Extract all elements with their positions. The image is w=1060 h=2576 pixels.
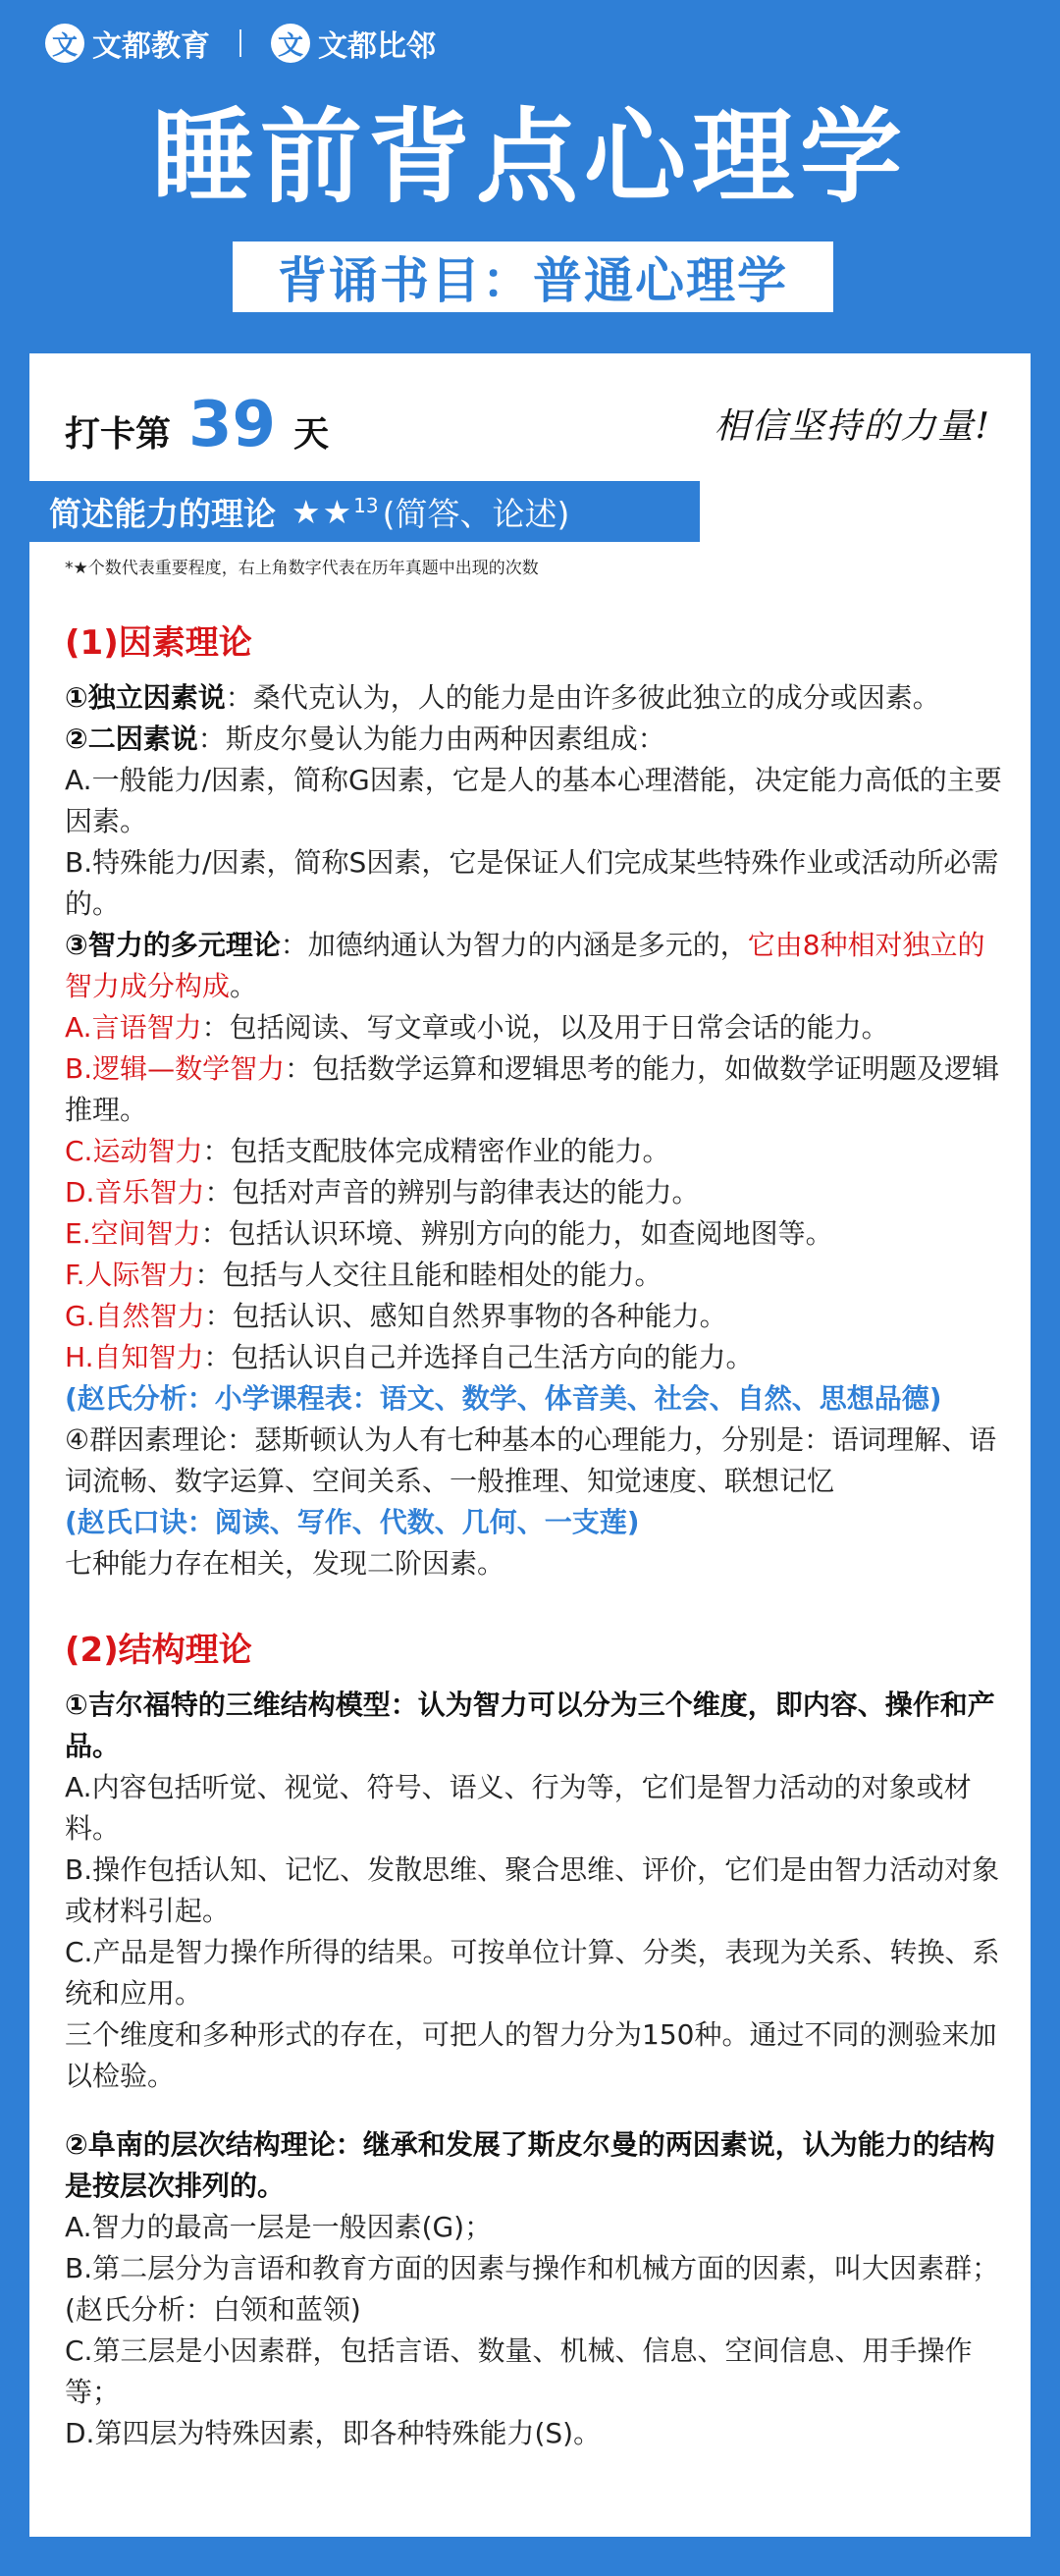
- list-item: [65, 1048, 1007, 1131]
- list-item: [65, 1255, 1007, 1296]
- line-special-ability: B.特殊能力/因素，简称S因素，它是保证人们完成某些特殊作业或活动所必需的。: [65, 846, 999, 920]
- section-title-structure: (2)结构理论: [65, 1631, 252, 1670]
- item-value: ：包括认识环境、辨别方向的能力，如查阅地图等。: [200, 1217, 833, 1250]
- bilin-logo-icon: 文: [271, 24, 310, 63]
- logo-divider: [239, 29, 241, 57]
- wendu-edu-logo: [45, 22, 210, 65]
- importance-stars: ★★: [292, 492, 354, 531]
- line-general-ability: A.一般能力/因素，简称G因素，它是人的基本心理潜能，决定能力高低的主要因素。: [65, 764, 1002, 837]
- line-two-factor: [65, 719, 1007, 760]
- analysis-note: (赵氏分析：小学课程表：语文、数学、体音美、社会、自然、思想品德): [65, 1382, 942, 1415]
- question-banner: [29, 481, 700, 542]
- line-vernon-heading: ②阜南的层次结构理论：继承和发展了斯皮尔曼的两因素说，认为能力的结构是按层次排列的。: [65, 2128, 995, 2202]
- line-guilford-heading: ①吉尔福特的三维结构模型：认为智力可以分为三个维度，即内容、操作和产品。: [65, 1689, 995, 1762]
- term: ②二因素说: [65, 723, 198, 755]
- desc: ：加德纳通认为智力的内涵是多元的，: [280, 929, 748, 961]
- item-key: D.音乐智力: [65, 1176, 205, 1208]
- highlight: 它由8种相对独立的智力成分构成: [65, 929, 985, 1002]
- spacer: [65, 2097, 1007, 2124]
- list-item: [65, 1337, 1007, 1378]
- checkin-suffix: 天: [293, 414, 330, 455]
- content-card: [29, 353, 1031, 2537]
- legend-note: *★个数代表重要程度，右上角数字代表在历年真题中出现的次数: [65, 559, 539, 578]
- logo1-text: 文都教育: [92, 29, 210, 64]
- item-value: ：包括对声音的辨别与韵律表达的能力。: [204, 1176, 700, 1208]
- list-item: 三个维度和多种形式的存在，可把人的智力分为150种。通过不同的测验来加以检验。: [65, 2018, 997, 2092]
- list-item: [65, 1296, 1007, 1337]
- list-item: C.第三层是小因素群，包括言语、数量、机械、信息、空间信息、用手操作等；: [65, 2334, 973, 2408]
- section-title-factor: (1)因素理论: [65, 623, 252, 663]
- mnemonic-note: (赵氏口诀：阅读、写作、代数、几何、一支莲): [65, 1506, 640, 1538]
- list-item: B.第二层分为言语和教育方面的因素与操作和机械方面的因素，叫大因素群；(赵氏分析：白领和蓝领): [65, 2252, 1000, 2326]
- line-second-order: 七种能力存在相关，发现二阶因素。: [65, 1547, 505, 1580]
- list-item: A.智力的最高一层是一般因素(G)；: [65, 2211, 493, 2243]
- checkin-counter: [65, 389, 329, 467]
- item-key: A.言语智力: [65, 1011, 202, 1044]
- slogan: 相信坚持的力量!: [714, 406, 991, 447]
- list-item: C.产品是智力操作所得的结果。可按单位计算、分类，表现为关系、转换、系统和应用。: [65, 1936, 1000, 2010]
- spacer: [65, 1584, 1007, 1624]
- page-title: 睡前背点心理学: [151, 97, 908, 217]
- item-key: E.空间智力: [65, 1217, 201, 1250]
- wendu-logo-icon: 文: [45, 24, 84, 63]
- item-key: C.运动智力: [65, 1135, 203, 1167]
- item-value: ：包括支配肢体完成精密作业的能力。: [202, 1135, 670, 1167]
- term: ③智力的多元理论: [65, 929, 281, 961]
- checkin-prefix: 打卡第: [65, 414, 172, 455]
- term: ①独立因素说: [65, 681, 226, 714]
- list-item: [65, 1007, 1007, 1048]
- list-item: [65, 1172, 1007, 1213]
- exam-count: 13: [353, 494, 379, 517]
- logo2-text: 文都比邻: [318, 29, 436, 64]
- main-content: [65, 617, 1007, 2454]
- line-independent-factor: [65, 677, 1007, 719]
- book-label: 背诵书目：普通心理学: [233, 242, 833, 312]
- desc: ：桑代克认为，人的能力是由许多彼此独立的成分或因素。: [225, 681, 940, 714]
- line-group-factor: ④群因素理论：瑟斯顿认为人有七种基本的心理能力，分别是：语词理解、语词流畅、数字运算、空间关系、一般推理、知觉速度、联想记忆: [65, 1423, 997, 1497]
- period: 。: [230, 970, 258, 1002]
- item-value: ：包括与人交往且能和睦相处的能力。: [194, 1259, 662, 1291]
- list-item: [65, 1213, 1007, 1255]
- list-item: B.操作包括认知、记忆、发散思维、聚合思维、评价，它们是由智力活动对象或材料引起。: [65, 1853, 1000, 1927]
- item-key: B.逻辑—数学智力: [65, 1052, 286, 1085]
- item-key: G.自然智力: [65, 1300, 205, 1332]
- desc: ：斯皮尔曼认为能力由两种因素组成：: [197, 723, 665, 755]
- item-value: ：包括认识、感知自然界事物的各种能力。: [204, 1300, 727, 1332]
- list-item: [65, 1131, 1007, 1172]
- item-key: F.人际智力: [65, 1259, 195, 1291]
- item-value: ：包括阅读、写文章或小说，以及用于日常会话的能力。: [201, 1011, 889, 1044]
- question-type: (简答、论述): [382, 494, 570, 533]
- brand-logos: [45, 20, 436, 67]
- question-title: 简述能力的理论: [49, 494, 276, 533]
- list-item: D.第四层为特殊因素，即各种特殊能力(S)。: [65, 2417, 602, 2449]
- item-key: H.自知智力: [65, 1341, 204, 1373]
- item-value: ：包括认识自己并选择自己生活方向的能力。: [203, 1341, 754, 1373]
- item-value: ：包括数学运算和逻辑思考的能力，如做数学证明题及逻辑推理。: [65, 1052, 1000, 1126]
- checkin-day-number: 39: [188, 389, 277, 461]
- wendu-bilin-logo: [271, 22, 436, 65]
- line-multiple-intelligence: [65, 925, 1007, 1007]
- list-item: A.内容包括听觉、视觉、符号、语义、行为等，它们是智力活动的对象或材料。: [65, 1771, 972, 1845]
